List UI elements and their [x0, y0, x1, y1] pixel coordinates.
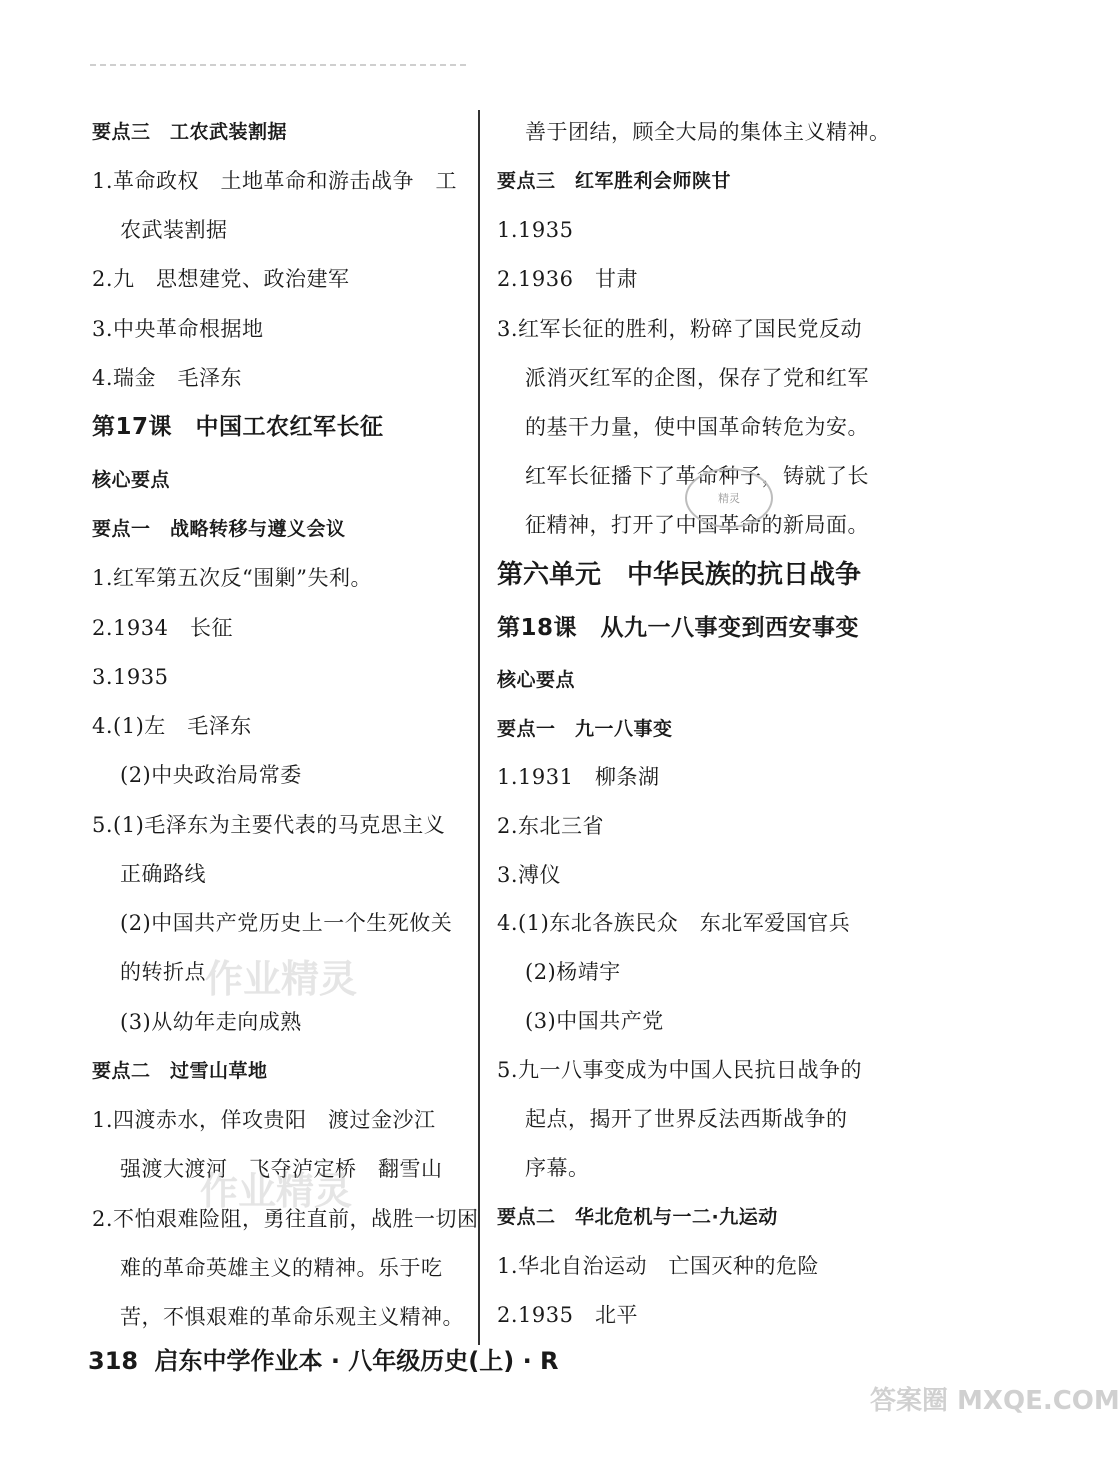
section-heading: 要点三 红军胜利会师陕甘: [497, 170, 732, 192]
answer-line: 苦，不惧艰难的革命乐观主义精神。: [120, 1305, 464, 1329]
answer-line: 4.瑞金 毛泽东: [92, 366, 243, 390]
answer-line: 红军长征播下了革命种子，铸就了长: [525, 464, 869, 488]
lesson-title: 第17课 中国工农红军长征: [92, 414, 384, 440]
section-heading: 核心要点: [92, 469, 171, 491]
answer-line: 征精神，打开了中国革命的新局面。: [525, 513, 869, 537]
answer-line: 强渡大渡河 飞夺泸定桥 翻雪山: [120, 1157, 443, 1181]
answer-line: 3.1935: [92, 665, 169, 689]
answer-line: 5.(1)毛泽东为主要代表的马克思主义: [92, 813, 446, 837]
watermark-text: 作业精灵: [205, 957, 358, 1001]
answer-line: 1.革命政权 土地革命和游击战争 工: [92, 169, 458, 193]
answer-line: 2.1934 长征: [92, 616, 233, 640]
answer-line: (3)中国共产党: [525, 1009, 664, 1033]
answer-line: 1.华北自治运动 亡国灭种的危险: [497, 1254, 820, 1278]
answer-line: 1.红军第五次反“围剿”失利。: [92, 566, 373, 590]
section-heading: 要点二 过雪山草地: [92, 1060, 268, 1082]
page-footer: [88, 1345, 559, 1377]
book-title: 启东中学作业本 · 八年级历史(上) · R: [154, 1347, 559, 1375]
section-heading: 核心要点: [497, 669, 576, 691]
answer-line: 2.不怕艰难险阻，勇往直前，战胜一切困: [92, 1207, 479, 1231]
section-heading: 要点三 工农武装割据: [92, 121, 288, 143]
stamp-text: 精灵: [718, 492, 740, 505]
answer-line: 3.溥仪: [497, 863, 562, 887]
answer-line: 农武装割据: [120, 218, 228, 242]
answer-line: 3.中央革命根据地: [92, 317, 264, 341]
answer-line: 起点，揭开了世界反法西斯战争的: [525, 1107, 848, 1131]
answer-line: 的基干力量，使中国革命转危为安。: [525, 415, 869, 439]
answer-line: 1.1935: [497, 218, 574, 242]
watermark-text: 作业精灵: [200, 1169, 353, 1213]
answer-line: (2)中国共产党历史上一个生死攸关: [120, 911, 453, 935]
top-rule: [90, 64, 470, 66]
answer-line: 5.九一八事变成为中国人民抗日战争的: [497, 1058, 863, 1082]
answer-line: (2)中央政治局常委: [120, 763, 302, 787]
answer-line: 善于团结，顾全大局的集体主义精神。: [525, 120, 891, 144]
answer-line: 2.东北三省: [497, 814, 605, 838]
column-divider: [478, 110, 480, 1345]
answer-line: 1.四渡赤水，佯攻贵阳 渡过金沙江: [92, 1108, 436, 1132]
section-heading: 要点一 战略转移与遵义会议: [92, 518, 346, 540]
site-watermark: 答案圈 MXQE.COM: [870, 1386, 1120, 1416]
unit-title: 第六单元 中华民族的抗日战争: [497, 560, 862, 590]
answer-line: 1.1931 柳条湖: [497, 765, 660, 789]
answer-line: (3)从幼年走向成熟: [120, 1010, 302, 1034]
section-heading: 要点二 华北危机与一二·九运动: [497, 1206, 778, 1228]
answer-line: 的转折点: [120, 960, 206, 984]
answer-line: 2.九 思想建党、政治建军: [92, 267, 350, 291]
answer-line: 4.(1)东北各族民众 东北军爱国官兵: [497, 911, 851, 935]
lesson-title: 第18课 从九一八事变到西安事变: [497, 615, 860, 641]
watermark-stamp: [685, 468, 773, 528]
answer-line: 2.1935 北平: [497, 1303, 638, 1327]
answer-line: 3.红军长征的胜利，粉碎了国民党反动: [497, 317, 863, 341]
page-number: 318: [88, 1347, 139, 1375]
answer-line: 派消灭红军的企图，保存了党和红军: [525, 366, 869, 390]
section-heading: 要点一 九一八事变: [497, 718, 673, 740]
answer-line: 4.(1)左 毛泽东: [92, 714, 252, 738]
answer-line: 2.1936 甘肃: [497, 267, 638, 291]
answer-line: 难的革命英雄主义的精神。乐于吃: [120, 1256, 443, 1280]
answer-line: 序幕。: [525, 1156, 590, 1180]
answer-line: 正确路线: [120, 862, 206, 886]
answer-line: (2)杨靖宇: [525, 960, 621, 984]
